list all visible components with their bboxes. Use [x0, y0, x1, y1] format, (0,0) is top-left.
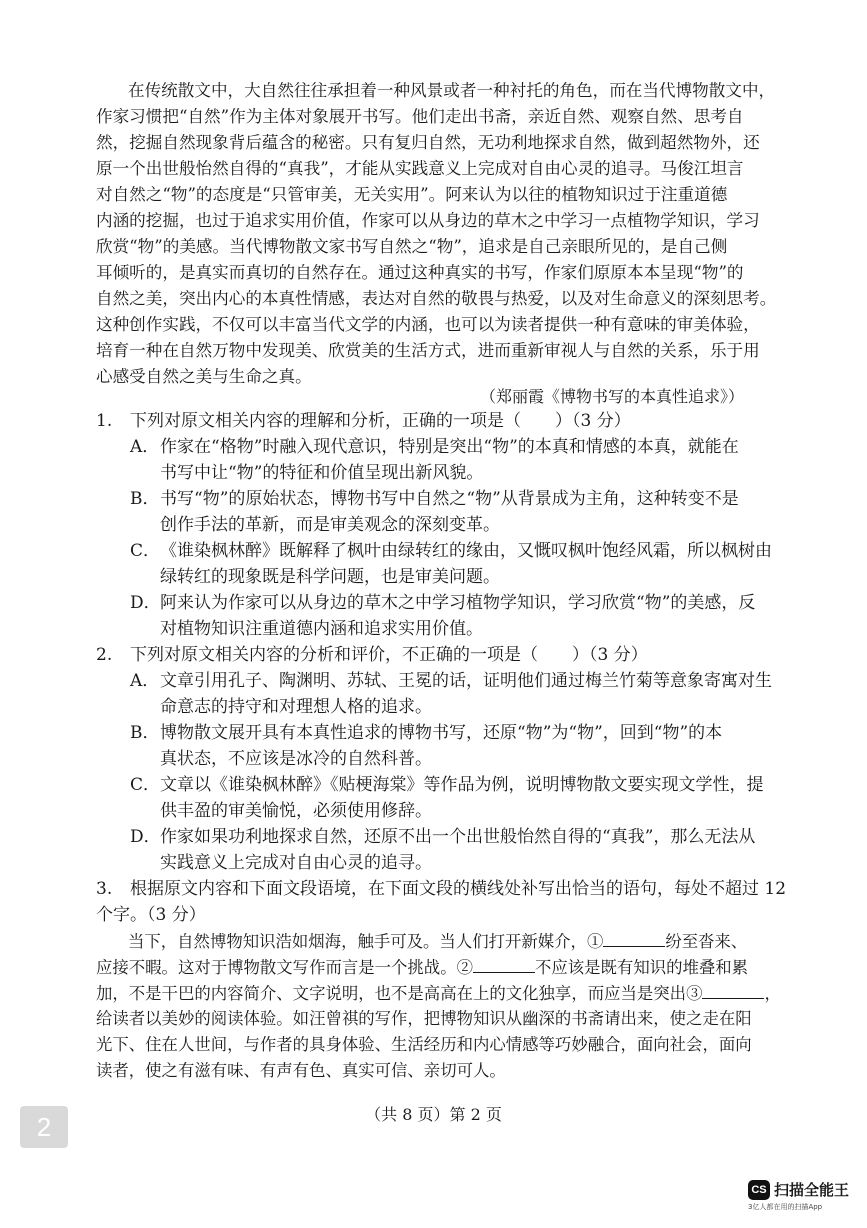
option-label: A． [130, 437, 160, 457]
option-text: 博物散文展开具有本真性追求的博物书写，还原“物”为“物”，回到“物”的本 [160, 723, 723, 743]
question-number: 3. [96, 879, 113, 899]
q3-line [96, 954, 748, 980]
option-text: 对植物知识注重道德内涵和追求实用价值。 [160, 619, 483, 639]
option-label: B． [130, 489, 160, 509]
fill-blank-3[interactable] [702, 980, 764, 999]
passage-line: 在传统散文中，大自然往往承担着一种风景或者一种衬托的角色，而在当代博物散文中， [128, 81, 776, 100]
passage-line: 原一个出世般怡然自得的“真我”，才能从实践意义上完成对自由心灵的追寻。马俊江坦言 [96, 159, 744, 178]
question-stem: 下列对原文相关内容的分析和评价，不正确的一项是（ ）（3 分） [130, 645, 648, 665]
passage-line: 这种创作实践，不仅可以丰富当代文学的内涵，也可以为读者提供一种有意味的审美体验， [96, 315, 760, 334]
question-number: 1. [96, 411, 113, 431]
passage-line: 对自然之“物”的态度是“只管审美，无关实用”。阿来认为以往的植物知识过于注重道德 [96, 185, 728, 204]
page-footer: （共 8 页）第 2 页 [365, 1105, 502, 1124]
option-label: C． [130, 541, 161, 561]
q3-text: 当下，自然博物知识浩如烟海，触手可及。当人们打开新媒介， [128, 932, 587, 951]
option-text: 作家如果功利地探求自然，还原不出一个出世般怡然自得的“真我”，那么无法从 [160, 827, 756, 847]
option-label: D． [130, 593, 161, 613]
q3-line: 给读者以美妙的阅读体验。如汪曾祺的写作，把博物知识从幽深的书斋请出来，使之走在阳 [96, 1009, 752, 1028]
option-text: 作家在“格物”时融入现代意识，特别是突出“物”的本真和情感的本真，就能在 [160, 437, 739, 457]
passage-line: 心感受自然之美与生命之真。 [96, 367, 312, 386]
q3-text: 纷至沓来、 [665, 932, 748, 951]
option-text: 供丰盈的审美愉悦，必须使用修辞。 [160, 801, 432, 821]
fill-blank-1[interactable] [603, 928, 665, 947]
passage-line: 内涵的挖掘，也过于追求实用价值，作家可以从身边的草木之中学习一点植物学知识，学习 [96, 211, 760, 230]
option-label: C． [130, 775, 161, 795]
question-stem: 下列对原文相关内容的理解和分析，正确的一项是（ ）（3 分） [130, 411, 631, 431]
blank-marker: ② [456, 958, 473, 977]
q3-line [96, 980, 781, 1006]
passage-line: 耳倾听的，是真实而真切的自然存在。通过这种真实的书写，作家们原原本本呈现“物”的 [96, 263, 744, 282]
blank-marker: ③ [686, 984, 703, 1003]
option-text: 文章引用孔子、陶渊明、苏轼、王冕的话，证明他们通过梅兰竹菊等意象寄寓对生 [160, 671, 772, 691]
passage-line: 培育一种在自然万物中发现美、欣赏美的生活方式，进而重新审视人与自然的关系，乐于用 [96, 341, 760, 360]
option-text: 阿来认为作家可以从身边的草木之中学习植物学知识，学习欣赏“物”的美感，反 [160, 593, 756, 613]
scanner-brand: 扫描全能王 [774, 1181, 850, 1199]
option-text: 《谁染枫林醉》既解释了枫叶由绿转红的缘由，又慨叹枫叶饱经风霜，所以枫树由 [160, 541, 772, 561]
option-label: D． [130, 827, 161, 847]
camscanner-logo-icon: CS [748, 1180, 770, 1200]
q3-line [128, 928, 747, 954]
passage-line: 然，挖掘自然现象背后蕴含的秘密。只有复归自然，无功利地探求自然，做到超然物外，还 [96, 133, 760, 152]
page-number-badge: 2 [20, 1106, 68, 1148]
option-text: 实践意义上完成对自由心灵的追寻。 [160, 853, 432, 873]
question-stem: 个字。（3 分） [96, 905, 206, 925]
passage-line: 欣赏“物”的美感。当代博物散文家书写自然之“物”，追求是自己亲眼所见的，是自己侧 [96, 237, 728, 256]
blank-marker: ① [586, 932, 604, 951]
passage-line: 作家习惯把“自然”作为主体对象展开书写。他们走出书斋，亲近自然、观察自然、思考自 [96, 107, 744, 126]
option-text: 创作手法的革新，而是审美观念的深刻变革。 [160, 515, 500, 535]
fill-blank-2[interactable] [473, 954, 535, 973]
question-stem: 根据原文内容和下面文段语境，在下面文段的横线处补写出恰当的语句，每处不超过 12 [130, 879, 787, 899]
option-text: 文章以《谁染枫林醉》《贴梗海棠》等作品为例，说明博物散文要实现文学性，提 [160, 775, 764, 795]
q3-text: 加，不是干巴的内容简介、文字说明，也不是高高在上的文化独享，而应当是突出 [96, 984, 687, 1003]
passage-source: （郑丽霞《博物书写的本真性追求》） [480, 387, 745, 406]
q3-line: 光下、住在人世间，与作者的具身体验、生活经历和内心情感等巧妙融合，面向社会，面向 [96, 1035, 752, 1054]
q3-text: 不应该是既有知识的堆叠和累 [534, 958, 749, 977]
q3-text: ， [764, 984, 781, 1003]
option-text: 书写中让“物”的特征和价值呈现出新风貌。 [160, 463, 484, 483]
q3-text: 应接不暇。这对于博物散文写作而言是一个挑战。 [96, 958, 457, 977]
option-text: 命意志的持守和对理想人格的追求。 [160, 697, 432, 717]
option-label: A． [130, 671, 160, 691]
q3-line: 读者，使之有滋有味、有声有色、真实可信、亲切可人。 [96, 1061, 506, 1080]
passage-line: 自然之美，突出内心的本真性情感，表达对自然的敬畏与热爱，以及对生命意义的深刻思考。 [96, 289, 777, 308]
option-text: 真状态，不应该是冰冷的自然科普。 [160, 749, 432, 769]
option-text: 书写“物”的原始状态，博物书写中自然之“物”从背景成为主角，这种转变不是 [160, 489, 739, 509]
question-number: 2. [96, 645, 113, 665]
option-text: 绿转红的现象既是科学问题，也是审美问题。 [160, 567, 500, 587]
option-label: B． [130, 723, 160, 743]
scanner-slogan: 3亿人都在用的扫描App [748, 1203, 823, 1211]
scanner-watermark [748, 1180, 858, 1216]
